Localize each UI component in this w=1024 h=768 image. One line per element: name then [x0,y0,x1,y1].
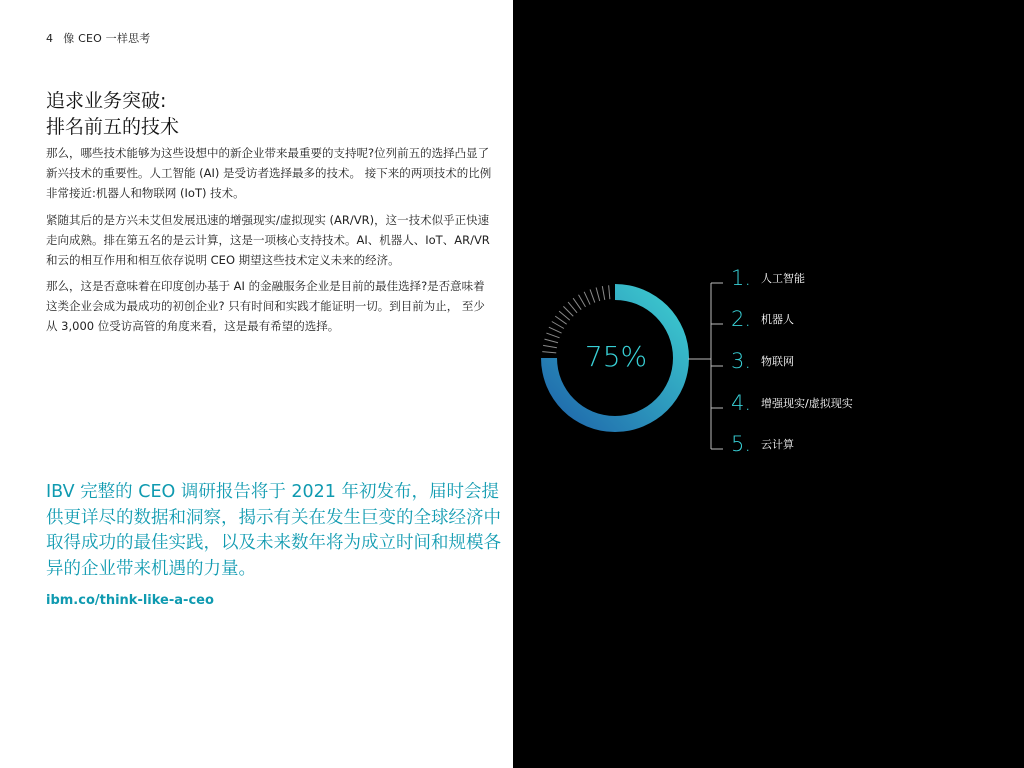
list-item [731,432,794,456]
heading-line-2: 排名前五的技术 [46,116,180,138]
percent-label: 75% [584,340,648,373]
list-item [731,391,853,415]
item-number: 1. [731,266,752,290]
report-link[interactable]: ibm.co/think-like-a-ceo [46,593,214,608]
item-number: 3. [731,349,752,373]
list-item [731,349,794,373]
item-number: 2. [731,307,752,331]
item-number: 5. [731,432,752,456]
item-label: 人工智能 [761,272,805,285]
heading-line-1: 追求业务突破: [46,90,167,112]
figure-panel [513,0,1024,768]
item-label: 云计算 [761,438,794,451]
list-item [731,307,794,331]
callout-text: IBV 完整的 CEO 调研报告将于 2021 年初发布，届时会提供更详尽的数据和洞察，揭示有关在发生巨变的全球经济中取得成功的最佳实践，以及未来数年将为成立时间和规模各异的企业带来机遇的力量。 [46,482,501,579]
item-number: 4. [731,391,752,415]
item-label: 机器人 [761,313,794,326]
page-header-title: 像 CEO 一样思考 [63,32,151,45]
body-paragraph-2: 紧随其后的是方兴未艾但发展迅速的增强现实/虚拟现实 (AR/VR)，这一技术似乎正快速走向成熟。排在第五名的是云计算，这是一项核心支持技术。AI、机器人、IoT、AR/VR 和云的相互作用和相互依存说明 CEO 期望这些技术定义未来的经济。 [46,213,490,267]
page-number: 4 [46,32,54,45]
body-paragraph-1: 那么，哪些技术能够为这些设想中的新企业带来最重要的支持呢?位列前五的选择凸显了新兴技术的重要性。人工智能 (AI) 是受访者选择最多的技术。 接下来的两项技术的比例非常接近:机器人和物联网 (IoT) 技术。 [46,146,492,200]
item-label: 物联网 [761,355,794,368]
section-heading [46,88,179,140]
item-label: 增强现实/虚拟现实 [761,397,853,410]
body-paragraph-3: 那么，这是否意味着在印度创办基于 AI 的金融服务企业是目前的最佳选择?是否意味着这类企业会成为最成功的初创企业? 只有时间和实践才能证明一切。到目前为止， 至少从 3,000 位受访高管的角度来看，这是最有希望的选择。 [46,279,485,333]
list-item [731,266,805,290]
technology-list [513,0,1024,768]
page-header [46,30,151,46]
